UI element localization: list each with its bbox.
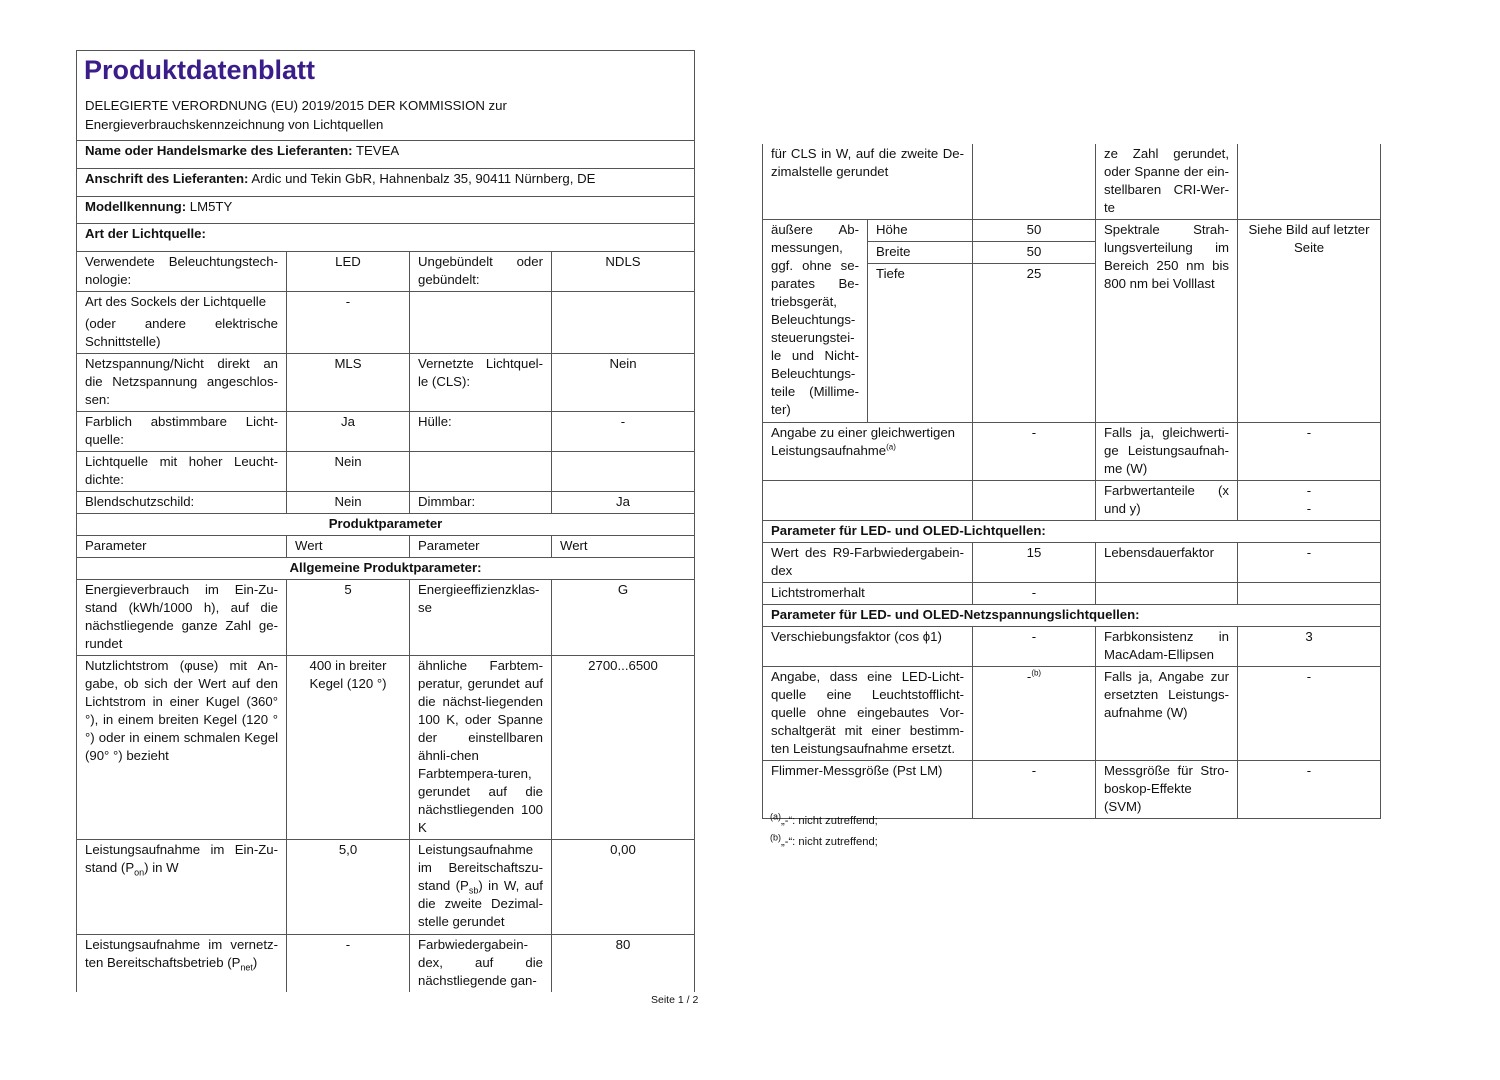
param-cell: Farblich abstimmbare Licht-quelle:	[77, 412, 287, 452]
param-cell: Nutzlichtstrom (φuse) mit An-gabe, ob sich der Wert auf den Lichtstrom in einer Kugel (360° °), in einem breiten Kegel (120 °°) oder in einem schmalen Kegel (90° °) bezieht	[77, 656, 287, 840]
param-cell: für CLS in W, auf die zweite De-zimalstelle gerundet	[763, 144, 973, 220]
supplier-address-row	[77, 169, 695, 197]
value-cell	[1238, 583, 1381, 605]
param-cell	[77, 292, 287, 354]
param-cell: Wert des R9-Farbwiedergabein-dex	[763, 543, 973, 583]
column-header: Parameter	[410, 536, 552, 558]
param-cell	[77, 935, 287, 993]
regulation-text: DELEGIERTE VERORDNUNG (EU) 2019/2015 DER KOMMISSION zur Energieverbrauchskennzeichnung von Lichtquellen	[85, 98, 507, 132]
subscript: net	[240, 962, 253, 973]
mains-heading-row	[763, 605, 1381, 627]
table-row	[77, 252, 695, 292]
param-cell: Farbwertanteile (x und y)	[1096, 481, 1238, 521]
value-cell	[973, 481, 1096, 521]
param-cell	[410, 292, 552, 354]
subscript: on	[134, 867, 145, 878]
chroma-y: -	[1306, 501, 1312, 516]
value-cell: -	[1238, 543, 1381, 583]
param-cell	[1096, 583, 1238, 605]
param-cell	[763, 423, 973, 481]
param-cell: Verschiebungsfaktor (cos ϕ1)	[763, 627, 973, 667]
value-cell: Nein	[287, 492, 410, 514]
value-cell: Siehe Bild auf letzter Seite	[1238, 220, 1381, 423]
page-title: Produktdatenblatt	[84, 55, 316, 85]
param-cell: Lichtstromerhalt	[763, 583, 973, 605]
param-cell: Angabe, dass eine LED-Licht-quelle eine Leuchtstofflicht-quelle ohne eingebautes Vor-schaltgerät mit einer bestimm-ten Leistungsaufnahme ersetzt.	[763, 667, 973, 761]
param-cell: Netzspannung/Nicht direkt an die Netzspannung angeschlos-sen:	[77, 354, 287, 412]
table-row	[763, 144, 1381, 220]
general-params-heading: Allgemeine Produktparameter:	[77, 558, 695, 580]
value-cell: 80	[552, 935, 695, 993]
param-text: ) in W, auf die zweite Dezimal-stelle gerundet	[418, 878, 543, 929]
table-row	[763, 583, 1381, 605]
dimension-value: 25	[973, 264, 1096, 423]
param-text: (oder andere elektrische Schnittstelle)	[85, 316, 278, 349]
superscript: (b)	[1031, 668, 1042, 678]
column-header: Wert	[552, 536, 695, 558]
supplier-name-label: Name oder Handelsmarke des Lieferanten:	[85, 143, 353, 158]
value-cell: Nein	[552, 354, 695, 412]
table-row	[77, 292, 695, 354]
table-row	[77, 492, 695, 514]
supplier-address: Ardic und Tekin GbR, Hahnenbalz 35, 90411 Nürnberg, DE	[251, 171, 596, 186]
table-row	[763, 627, 1381, 667]
table-row	[77, 452, 695, 492]
table-row	[77, 656, 695, 840]
param-cell: Messgröße für Stro-boskop-Effekte (SVM)	[1096, 761, 1238, 819]
dimension-value: 50	[973, 220, 1096, 242]
footnote-b	[770, 832, 878, 849]
param-cell: ze Zahl gerundet, oder Spanne der ein-stellbaren CRI-Wer-te	[1096, 144, 1238, 220]
param-text: Leistungsaufnahme im Ein-Zu-stand (P	[85, 842, 278, 875]
value-cell: 2700...6500	[552, 656, 695, 840]
table-row	[77, 840, 695, 935]
param-text: Art des Sockels der Lichtquelle	[85, 294, 267, 309]
param-cell: Spektrale Strah-lungsverteilung im Bereich 250 nm bis 800 nm bei Volllast	[1096, 220, 1238, 423]
value-cell: 15	[973, 543, 1096, 583]
value-cell: -	[973, 627, 1096, 667]
param-cell: Hülle:	[410, 412, 552, 452]
param-cell: Farbkonsistenz in MacAdam-Ellipsen	[1096, 627, 1238, 667]
param-text: )	[252, 955, 258, 970]
param-cell: Verwendete Beleuchtungstech-nologie:	[77, 252, 287, 292]
param-cell: Blendschutzschild:	[77, 492, 287, 514]
model-row	[77, 197, 695, 224]
param-cell: Lebensdauerfaktor	[1096, 543, 1238, 583]
param-cell	[410, 452, 552, 492]
led-params-heading: Parameter für LED- und OLED-Lichtquellen:	[763, 521, 1381, 543]
value-cell: LED	[287, 252, 410, 292]
supplier-name: TEVEA	[355, 143, 400, 158]
value-cell: 0,00	[552, 840, 695, 935]
table-row	[763, 667, 1381, 761]
param-cell: Energieverbrauch im Ein-Zu-stand (kWh/1000 h), auf die nächstliegende ganze Zahl ge-rundet	[77, 580, 287, 656]
value-cell: -	[552, 412, 695, 452]
value-cell: -	[1238, 761, 1381, 819]
value-cell: 5	[287, 580, 410, 656]
table-row	[77, 412, 695, 452]
value-cell: -	[973, 423, 1096, 481]
value-cell: -	[287, 935, 410, 993]
product-sheet-table-left	[76, 140, 695, 992]
param-cell: Vernetzte Lichtquel-le (CLS):	[410, 354, 552, 412]
value-cell: 400 in breiter Kegel (120 °)	[287, 656, 410, 840]
value-cell: Nein	[287, 452, 410, 492]
param-cell: Energieeffizienzklas-se	[410, 580, 552, 656]
value-text: -	[1026, 669, 1032, 684]
value-cell: 3	[1238, 627, 1381, 667]
table-row	[77, 580, 695, 656]
param-cell: ähnliche Farbtem-peratur, gerundet auf die nächst-liegenden 100 K, oder Spanne der einstellbaren ähnli-chen Farbtempera-turen, gerundet auf die nächstliegenden 100 K	[410, 656, 552, 840]
footnote-a	[770, 811, 878, 828]
value-cell: NDLS	[552, 252, 695, 292]
param-cell	[763, 481, 973, 521]
superscript: (a)	[886, 442, 896, 452]
param-cell: Falls ja, gleichwerti-ge Leistungsaufnah-me (W)	[1096, 423, 1238, 481]
table-row	[763, 761, 1381, 819]
value-cell: -	[973, 761, 1096, 819]
table-row	[77, 354, 695, 412]
page-number: Seite 1 / 2	[651, 994, 699, 1006]
product-params-heading: Produktparameter	[77, 514, 695, 536]
param-cell: Dimmbar:	[410, 492, 552, 514]
subscript: sb	[468, 885, 479, 896]
value-cell: -	[287, 292, 410, 354]
model-label: Modellkennung:	[85, 199, 187, 214]
footnote-mark: (b)	[770, 832, 781, 843]
value-cell: MLS	[287, 354, 410, 412]
value-cell	[1238, 144, 1381, 220]
column-header: Wert	[287, 536, 410, 558]
param-cell: Farbwiedergabein-dex, auf die nächstliegende gan-	[410, 935, 552, 993]
light-source-heading-row	[77, 224, 695, 252]
value-cell	[1238, 481, 1381, 521]
supplier-name-row	[77, 141, 695, 169]
value-cell: Ja	[287, 412, 410, 452]
dimension-value: 50	[973, 242, 1096, 264]
value-cell: -	[1238, 423, 1381, 481]
param-cell: Flimmer-Messgröße (Pst LM)	[763, 761, 973, 819]
supplier-address-label: Anschrift des Lieferanten:	[85, 171, 249, 186]
dimensions-row	[763, 220, 1381, 242]
light-source-heading: Art der Lichtquelle:	[77, 224, 695, 252]
column-header: Parameter	[77, 536, 287, 558]
param-cell: Lichtquelle mit hoher Leucht-dichte:	[77, 452, 287, 492]
param-text: ) in W	[144, 860, 179, 875]
table-row	[77, 935, 695, 993]
dimension-name: Breite	[868, 242, 973, 264]
table-row	[763, 543, 1381, 583]
footnote-text: „-“: nicht zutreffend;	[781, 815, 878, 827]
param-text: Leistungsaufnahme im Bereitschaftszu-stand (P	[418, 842, 543, 893]
value-cell	[552, 292, 695, 354]
value-cell	[552, 452, 695, 492]
chroma-x: -	[1306, 483, 1312, 498]
param-cell	[410, 840, 552, 935]
value-cell: Ja	[552, 492, 695, 514]
dimension-name: Tiefe	[868, 264, 973, 423]
param-cell	[77, 840, 287, 935]
value-cell	[973, 144, 1096, 220]
model-id: LM5TY	[189, 199, 233, 214]
product-params-heading-row	[77, 514, 695, 536]
footnote-mark: (a)	[770, 811, 781, 822]
value-cell: -	[973, 583, 1096, 605]
dimensions-label: äußere Ab-messungen, ggf. ohne se-parates Be-triebsgerät, Beleuchtungs-steuerungstei-le und Nicht-Beleuchtungs-teile (Millime-ter)	[763, 220, 868, 423]
general-params-heading-row	[77, 558, 695, 580]
param-cell: Falls ja, Angabe zur ersetzten Leistungs-aufnahme (W)	[1096, 667, 1238, 761]
mains-params-heading: Parameter für LED- und OLED-Netzspannungslichtquellen:	[763, 605, 1381, 627]
value-cell: G	[552, 580, 695, 656]
param-text: Leistungsaufnahme im vernetz-ten Bereitschaftsbetrieb (P	[85, 937, 278, 970]
table-row	[763, 423, 1381, 481]
param-text: Angabe zu einer gleichwertigen Leistungsaufnahme	[771, 425, 956, 458]
value-cell: 5,0	[287, 840, 410, 935]
value-cell	[973, 667, 1096, 761]
dimension-name: Höhe	[868, 220, 973, 242]
column-header-row	[77, 536, 695, 558]
table-row	[763, 481, 1381, 521]
value-cell: -	[1238, 667, 1381, 761]
footnote-text: „-“: nicht zutreffend;	[781, 836, 878, 848]
param-cell: Ungebündelt oder gebündelt:	[410, 252, 552, 292]
led-heading-row	[763, 521, 1381, 543]
